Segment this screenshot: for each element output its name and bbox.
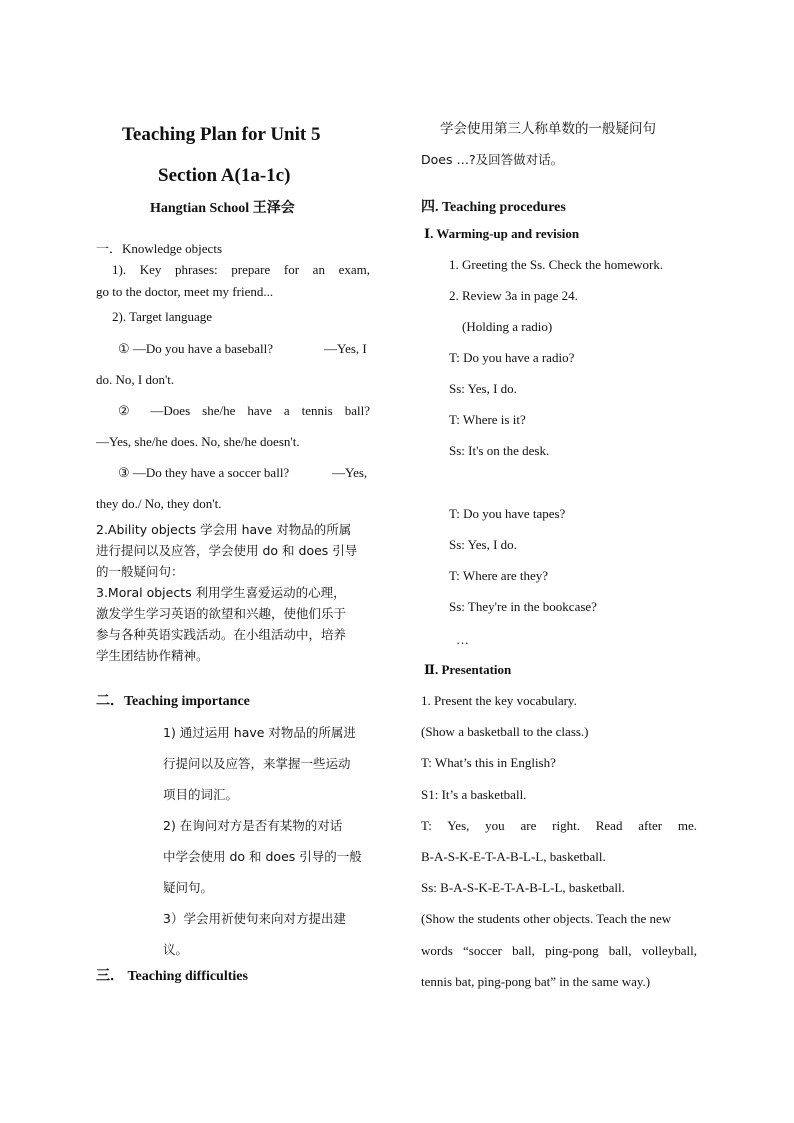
moral-objects-line3: 参与各种英语实践活动。在小组活动中，培养 (96, 627, 347, 642)
presentation-line-8: (Show the students other objects. Teach the new (421, 911, 672, 926)
key-phrases-line2: go to the doctor, meet my friend... (96, 284, 274, 299)
section-heading-difficulties: 三． Teaching difficulties (96, 969, 248, 984)
difficulty-line2: Does …?及回答做对话。 (421, 152, 564, 167)
dialogue-line-3: T: Where is it? (449, 412, 526, 427)
warmup-step-1: 1. Greeting the Ss. Check the homework. (449, 257, 664, 272)
ability-objects-line1: 2.Ability objects 学会用 have 对物品的所属 (96, 522, 352, 537)
presentation-line-6: B-A-S-K-E-T-A-B-L-L, basketball. (421, 849, 606, 864)
warmup-heading: Ⅰ. Warming-up and revision (424, 226, 580, 241)
ability-objects-line3: 的一般疑问句： (96, 564, 184, 579)
moral-objects-line4: 学生团结协作精神。 (96, 648, 209, 663)
dialogue-line-7: T: Where are they? (449, 568, 549, 583)
importance-1-line1: 1) 通过运用 have 对物品的所属进 (163, 725, 356, 740)
example-2-line2: —Yes, she/he does. No, she/he doesn't. (96, 434, 300, 449)
presentation-line-7: Ss: B-A-S-K-E-T-A-B-L-L, basketball. (421, 880, 625, 895)
section-heading-procedures: 四. Teaching procedures (421, 200, 566, 215)
presentation-line-4: S1: It’s a basketball. (421, 787, 527, 802)
dialogue-line-1: T: Do you have a radio? (449, 350, 575, 365)
ability-objects-line2: 进行提问以及应答，学会使用 do 和 does 引导 (96, 543, 358, 558)
section-heading-importance: 二．Teaching importance (96, 694, 250, 709)
example-3-answer: —Yes, (332, 465, 368, 480)
importance-2-line1: 2) 在询问对方是否有某物的对话 (163, 818, 343, 833)
example-2-line1: ② —Does she/he have a tennis ball? (118, 403, 370, 418)
example-3-question: ③ —Do they have a soccer ball? (118, 465, 290, 480)
moral-objects-line1: 3.Moral objects 利用学生喜爱运动的心理， (96, 585, 346, 600)
dialogue-line-4: Ss: It's on the desk. (449, 443, 550, 458)
author-line: Hangtian School 王泽会 (150, 201, 295, 216)
dialogue-line-5: T: Do you have tapes? (449, 506, 566, 521)
importance-2-line3: 疑问句。 (163, 880, 214, 895)
example-1-line2: do. No, I don't. (96, 372, 175, 387)
presentation-line-1: 1. Present the key vocabulary. (421, 693, 577, 708)
moral-objects-line2: 激发学生学习英语的欲望和兴趣，使他们乐于 (96, 606, 347, 621)
presentation-line-2: (Show a basketball to the class.) (421, 724, 589, 739)
dialogue-line-6: Ss: Yes, I do. (449, 537, 517, 552)
page-title: Teaching Plan for Unit 5 (122, 124, 321, 145)
difficulty-line1: 学会使用第三人称单数的一般疑问句 (440, 121, 656, 137)
presentation-line-10: tennis bat, ping-pong bat” in the same way.) (421, 974, 651, 989)
section-heading-knowledge: 一．Knowledge objects (96, 241, 223, 256)
presentation-line-3: T: What’s this in English? (421, 755, 556, 770)
dialogue-line-8: Ss: They're in the bookcase? (449, 599, 597, 614)
presentation-heading: Ⅱ. Presentation (424, 662, 512, 677)
presentation-line-5: T: Yes, you are right. Read after me. (421, 818, 697, 833)
example-3-line2: they do./ No, they don't. (96, 496, 222, 511)
warmup-note: (Holding a radio) (462, 319, 553, 334)
importance-3-line1: 3）学会用祈使句来向对方提出建 (163, 911, 346, 926)
dialogue-line-2: Ss: Yes, I do. (449, 381, 517, 396)
page-subtitle: Section A(1a-1c) (158, 165, 291, 186)
importance-1-line2: 行提问以及应答，来掌握一些运动 (163, 756, 351, 771)
presentation-line-9: words “soccer ball, ping-pong ball, volleyball, (421, 943, 697, 958)
target-language: 2). Target language (112, 309, 213, 324)
warmup-step-2: 2. Review 3a in page 24. (449, 288, 578, 303)
importance-1-line3: 项目的词汇。 (163, 787, 239, 802)
example-1-question: ① —Do you have a baseball? (118, 341, 273, 356)
key-phrases-line1: 1). Key phrases: prepare for an exam, (112, 262, 370, 277)
importance-2-line2: 中学会使用 do 和 does 引导的一般 (163, 849, 362, 864)
importance-3-line2: 议。 (163, 942, 189, 957)
example-1-answer: —Yes, I (324, 341, 367, 356)
dialogue-ellipsis: … (456, 632, 469, 647)
